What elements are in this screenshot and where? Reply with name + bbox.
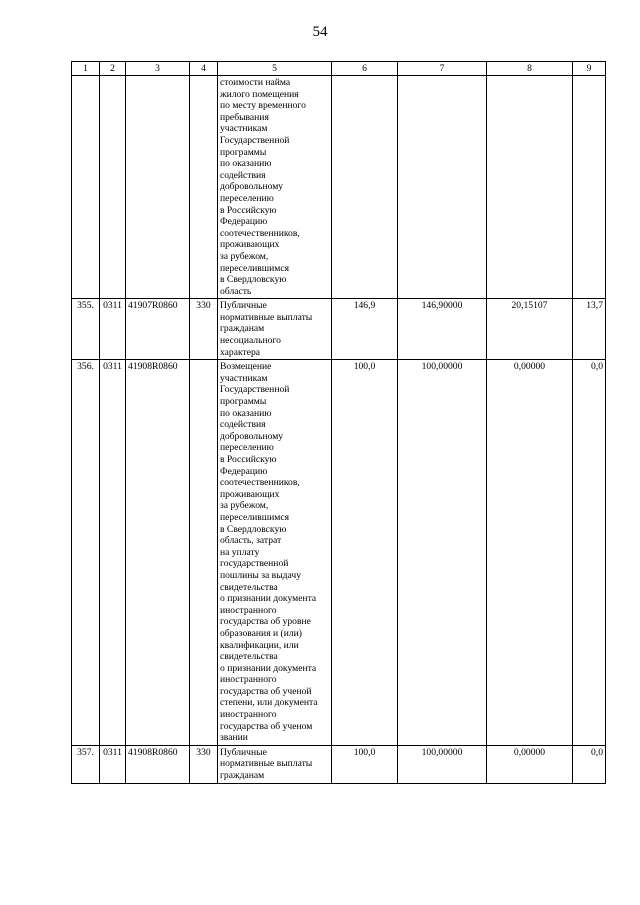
executed-amount: 0,00000 — [487, 360, 573, 746]
table-row — [72, 360, 606, 746]
execution-percent: 0,0 — [573, 745, 606, 783]
executed-amount: 20,15107 — [487, 299, 573, 360]
column-header: 5 — [218, 62, 332, 76]
page-number: 54 — [312, 24, 328, 40]
section-code: 0311 — [100, 360, 126, 746]
approved-amount — [398, 76, 487, 299]
table-row — [72, 299, 606, 360]
expense-type-code — [190, 76, 218, 299]
approved-amount: 100,00000 — [398, 745, 487, 783]
item-description: стоимости найма жилого помещения по месту временного пребывания участникам Государственной программы по оказанию содействия добровольному переселению в Российскую Федерацию соотечественников, проживающих за рубежом, переселившимся в Свердловскую область — [218, 76, 332, 299]
target-article-code: 41908R0860 — [126, 360, 190, 746]
row-number — [72, 76, 100, 299]
planned-amount: 100,0 — [332, 360, 398, 746]
execution-percent: 0,0 — [573, 360, 606, 746]
table-body — [72, 62, 606, 784]
column-header: 1 — [72, 62, 100, 76]
table-row — [72, 745, 606, 783]
executed-amount — [487, 76, 573, 299]
execution-percent: 13,7 — [573, 299, 606, 360]
expense-type-code: 330 — [190, 299, 218, 360]
executed-amount: 0,00000 — [487, 745, 573, 783]
column-header: 2 — [100, 62, 126, 76]
column-number-row — [72, 62, 606, 76]
expense-type-code — [190, 360, 218, 746]
table-row — [72, 76, 606, 299]
expense-type-code: 330 — [190, 745, 218, 783]
column-header: 6 — [332, 62, 398, 76]
planned-amount: 100,0 — [332, 745, 398, 783]
column-header: 7 — [398, 62, 487, 76]
planned-amount — [332, 76, 398, 299]
column-header: 4 — [190, 62, 218, 76]
column-header: 9 — [573, 62, 606, 76]
approved-amount: 100,00000 — [398, 360, 487, 746]
section-code: 0311 — [100, 299, 126, 360]
item-description: Возмещение участникам Государственной программы по оказанию содействия добровольному переселению в Российскую Федерацию соотечественников, проживающих за рубежом, переселившимся в Свердловскую область, затрат на уплату государственной пошлины за выдачу свидетельства о признании документа иностранного государства об уровне образования и (или) квалификации, или свидетельства о признании документа иностранного государства об ученой степени, или документа иностранного государства об ученом звании — [218, 360, 332, 746]
column-header: 8 — [487, 62, 573, 76]
target-article-code: 41908R0860 — [126, 745, 190, 783]
section-code — [100, 76, 126, 299]
target-article-code — [126, 76, 190, 299]
row-number: 357. — [72, 745, 100, 783]
section-code: 0311 — [100, 745, 126, 783]
approved-amount: 146,90000 — [398, 299, 487, 360]
planned-amount: 146,9 — [332, 299, 398, 360]
column-header: 3 — [126, 62, 190, 76]
execution-percent — [573, 76, 606, 299]
row-number: 355. — [72, 299, 100, 360]
item-description: Публичные нормативные выплаты гражданам — [218, 745, 332, 783]
item-description: Публичные нормативные выплаты гражданам несоциального характера — [218, 299, 332, 360]
budget-table — [71, 61, 606, 784]
target-article-code: 41907R0860 — [126, 299, 190, 360]
row-number: 356. — [72, 360, 100, 746]
